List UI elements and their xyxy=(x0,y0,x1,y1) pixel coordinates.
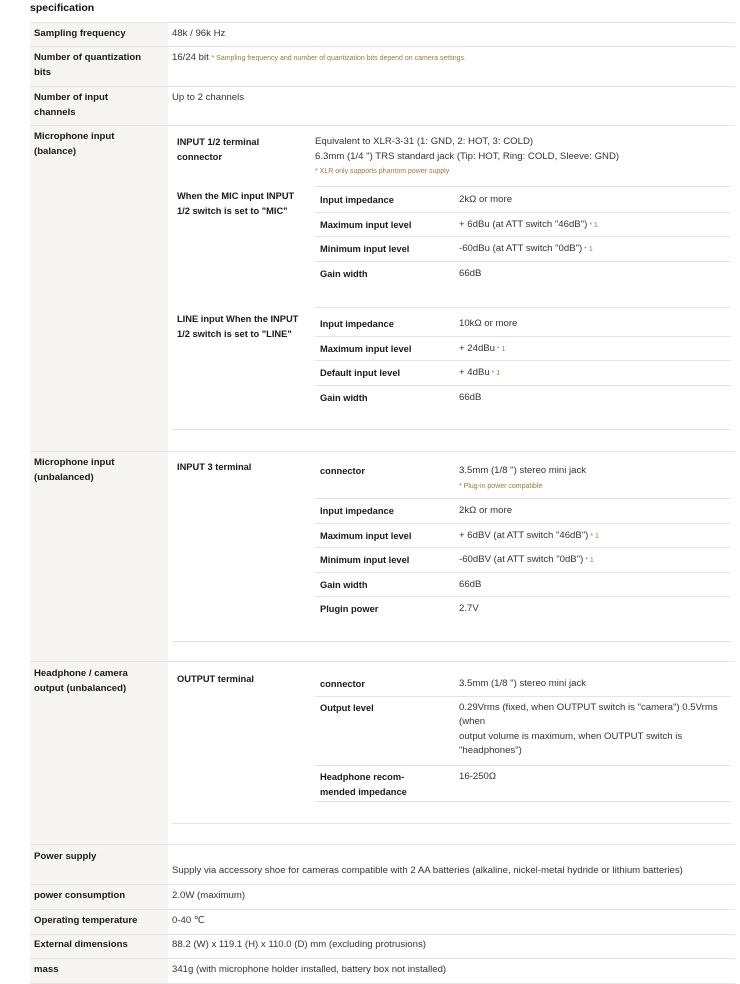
mic-row-value: 2kΩ or more xyxy=(459,194,513,205)
input3-connector-key: connector xyxy=(320,466,365,476)
label-column xyxy=(30,22,168,984)
line-row-key: Default input level xyxy=(320,368,401,379)
unbal-row-value: 2.7V xyxy=(459,603,479,615)
page-title: specification xyxy=(30,2,95,14)
quant-note: * Sampling frequency and number of quantization bits depend on camera settings. xyxy=(211,55,466,62)
row-value-temp: 0-40 ℃ xyxy=(172,915,205,926)
output-level-v1: 0.29Vrms (fixed, when OUTPUT switch is "camera") 0.5Vrms xyxy=(459,702,718,713)
row-label-consumption: power consumption xyxy=(34,890,126,901)
unbal-row-note: * 1 xyxy=(588,532,599,540)
output-level-key: Output level xyxy=(320,703,374,713)
input3-label: INPUT 3 terminal xyxy=(177,462,252,472)
output-terminal-label: OUTPUT terminal xyxy=(177,674,254,684)
mic-row-value: 66dB xyxy=(459,268,482,280)
row-label-temp: Operating temperature xyxy=(34,915,138,926)
unbal-row-key: Gain width xyxy=(320,579,368,590)
row-label-mass: mass xyxy=(34,964,59,975)
input12-connector-line2: 6.3mm (1/4 ") TRS standard jack (Tip: HOT, Ring: COLD, Sleeve: GND) xyxy=(315,151,620,162)
line-row-key: Maximum input level xyxy=(320,343,412,354)
unbal-row-key: Input impedance xyxy=(320,506,394,516)
unbal-row-key: Minimum input level xyxy=(320,555,410,566)
row-label-headphone: Headphone / camera output (unbalanced) xyxy=(34,668,128,694)
mic-row-key: Gain width xyxy=(320,269,368,280)
mic-row-note: * 1 xyxy=(582,246,593,254)
row-label-mic-balance: Microphone input (balance) xyxy=(34,131,115,157)
row-value-channels: Up to 2 channels xyxy=(172,92,244,103)
line-row-value: + 24dBu * 1 xyxy=(459,342,506,354)
output-connector-key: connector xyxy=(320,679,365,689)
headphone-imp-key1: Headphone recom- xyxy=(320,772,405,782)
row-label-mic-unbalanced: Microphone input (unbalanced) xyxy=(34,457,115,483)
quant-value: 16/24 bit xyxy=(172,52,209,63)
unbal-row-value: -60dBV (at ATT switch "0dB") * 1 xyxy=(459,554,594,566)
headphone-imp-value: 16-250Ω xyxy=(459,771,497,782)
line-row-value: + 4dBu * 1 xyxy=(459,367,501,379)
line-row-note: * 1 xyxy=(495,345,506,353)
line-row-value: 10kΩ or more xyxy=(459,318,518,329)
row-label-channels: Number of input channels xyxy=(34,92,109,118)
row-value-quant xyxy=(172,51,466,67)
unbal-row-key: Maximum input level xyxy=(320,530,412,541)
input12-connector-line1: Equivalent to XLR-3-31 (1: GND, 2: HOT, 3: COLD) xyxy=(315,136,534,147)
input12-connector-label: INPUT 1/2 terminal connector xyxy=(177,137,260,162)
row-value-sampling: 48k / 96k Hz xyxy=(172,28,226,39)
input3-connector-value: 3.5mm (1/8 ") stereo mini jack xyxy=(459,465,587,476)
input3-connector-note: * Plug-in power compatible xyxy=(459,483,543,490)
unbal-row-note: * 1 xyxy=(583,557,594,565)
row-label-power: Power supply xyxy=(34,851,97,862)
row-label-quant: Number of quantization bits xyxy=(34,52,142,78)
row-value-power: Supply via accessory shoe for cameras compatible with 2 AA batteries (alkaline, nickel-metal hydride or lithium batteries) xyxy=(172,865,683,876)
line-switch-label: LINE input When the INPUT 1/2 switch is set to "LINE" xyxy=(177,314,299,339)
output-level-v3: output volume is maximum, when OUTPUT switch is xyxy=(459,731,683,742)
line-row-note: * 1 xyxy=(489,370,501,378)
line-row-value: 66dB xyxy=(459,392,482,404)
mic-row-key: Maximum input level xyxy=(320,219,412,230)
mic-row-note: * 1 xyxy=(587,221,598,229)
row-value-dims: 88.2 (W) x 119.1 (H) x 110.0 (D) mm (excluding protrusions) xyxy=(172,939,426,950)
row-label-dims: External dimensions xyxy=(34,939,128,950)
row-value-mass: 341g (with microphone holder installed, battery box not installed) xyxy=(172,964,447,975)
output-level-v4: "headphones") xyxy=(459,745,522,756)
unbal-row-value: 2kΩ or more xyxy=(459,505,513,516)
line-row-key: Gain width xyxy=(320,393,368,404)
mic-row-key: Input impedance xyxy=(320,195,394,205)
output-connector-value: 3.5mm (1/8 ") stereo mini jack xyxy=(459,678,587,689)
line-row-key: Input impedance xyxy=(320,319,394,329)
mic-row-key: Minimum input level xyxy=(320,244,410,255)
unbal-row-key: Plugin power xyxy=(320,604,379,615)
mic-switch-label: When the MIC input INPUT 1/2 switch is set to "MIC" xyxy=(177,191,295,216)
output-level-v2: (when xyxy=(459,716,486,727)
mic-row-value: -60dBu (at ATT switch "0dB") * 1 xyxy=(459,243,593,255)
row-value-consumption: 2.0W (maximum) xyxy=(172,890,246,901)
row-label-sampling: Sampling frequency xyxy=(34,28,126,39)
headphone-imp-key2: mended impedance xyxy=(320,787,407,797)
input12-connector-note: * XLR only supports phantom power supply xyxy=(315,168,450,175)
mic-row-value: + 6dBu (at ATT switch "46dB") * 1 xyxy=(459,218,598,230)
unbal-row-value: 66dB xyxy=(459,578,482,590)
unbal-row-value: + 6dBV (at ATT switch "46dB") * 1 xyxy=(459,529,599,541)
